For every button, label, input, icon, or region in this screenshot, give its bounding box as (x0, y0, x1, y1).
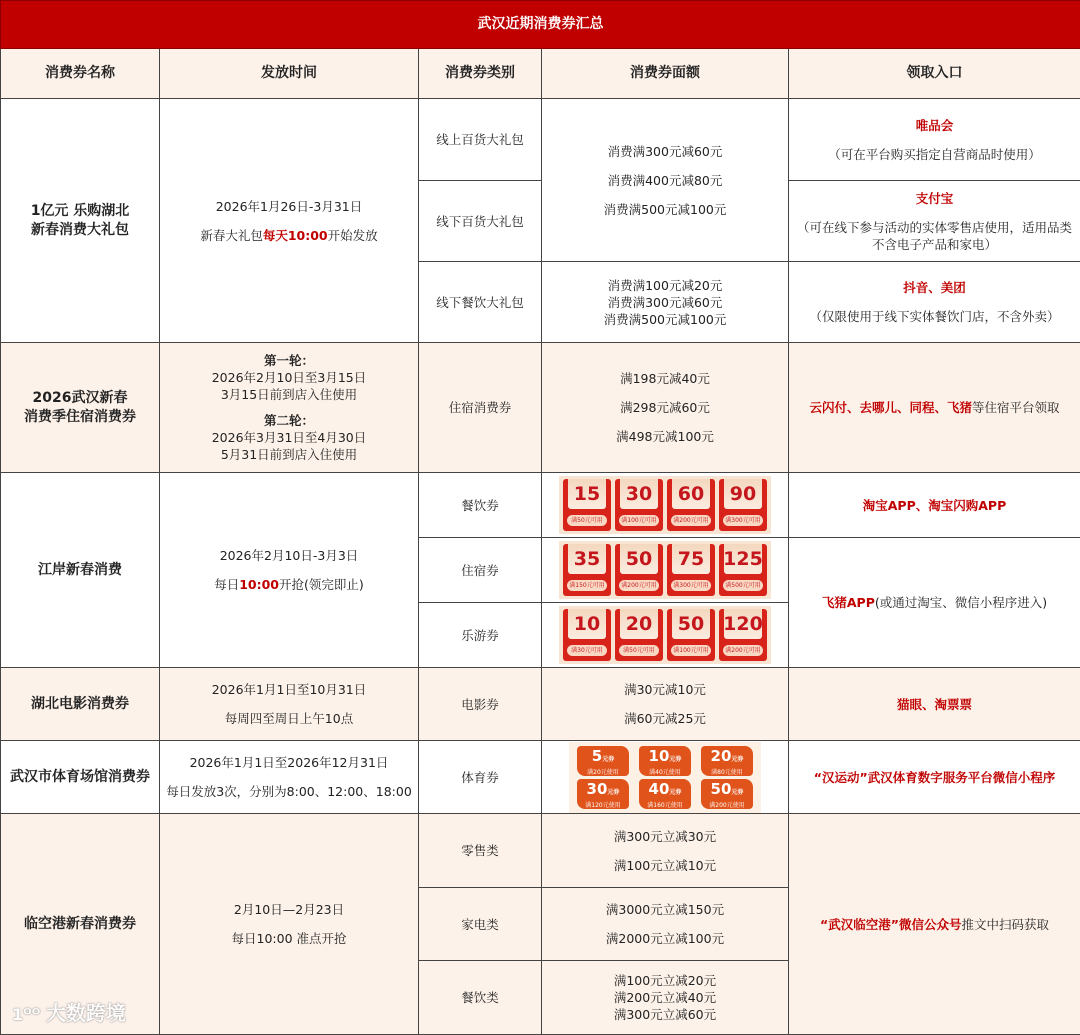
coupon-condition: 满150元可用 (567, 580, 607, 591)
face-line: 满298元减60元 (546, 399, 784, 416)
coupon-value: 40 (649, 780, 670, 798)
coupon-value: 60 (667, 482, 715, 506)
coupon-name: 江岸新春消费 (1, 473, 160, 668)
coupon-value: 120 (719, 612, 767, 636)
face-value (542, 814, 789, 888)
category: 住宿消费券 (419, 343, 542, 473)
header-face-value: 消费券面额 (542, 49, 789, 99)
sports-coupon (639, 779, 691, 809)
name-line: 1亿元 乐购湖北 (5, 202, 155, 221)
time-line (164, 576, 414, 593)
coupon (615, 479, 663, 531)
time-text: 开抢(领完即止) (279, 577, 364, 592)
entry-note: （可在平台购买指定自营商品时使用） (793, 146, 1076, 163)
coupon-condition: 满30元可用 (567, 645, 607, 656)
coupon-condition: 满120元使用 (577, 802, 629, 810)
coupon-condition: 满100元可用 (619, 515, 659, 526)
coupon (615, 544, 663, 596)
face-line: 满300元立减30元 (546, 828, 784, 845)
time-line: 3月15日前到店入住使用 (164, 386, 414, 403)
category: 线上百货大礼包 (419, 99, 542, 181)
face-line: 满2000元立减100元 (546, 930, 784, 947)
header-category: 消费券类别 (419, 49, 542, 99)
coupon-value: 20 (711, 747, 732, 765)
category: 住宿券 (419, 538, 542, 603)
table-row (1, 814, 1080, 888)
sports-coupon-grid (569, 742, 761, 813)
coupon-value: 75 (667, 547, 715, 571)
coupon-condition: 满200元使用 (701, 802, 753, 810)
face-line: 满198元减40元 (546, 370, 784, 387)
time-text: 开始发放 (328, 228, 378, 243)
coupon-name: 临空港新春消费券 (1, 814, 160, 1035)
coupon-condition: 满40元使用 (639, 769, 691, 777)
round-label: 第一轮： (164, 352, 414, 369)
coupon-unit: 元券 (602, 756, 614, 763)
coupon-grid (559, 541, 771, 599)
face-line: 满3000元立减150元 (546, 901, 784, 918)
coupon-value: 50 (615, 547, 663, 571)
table-title: 武汉近期消费券汇总 (1, 1, 1080, 49)
entry (789, 343, 1080, 473)
face-value (542, 961, 789, 1035)
issue-time (160, 668, 419, 741)
face-line: 满60元减25元 (546, 710, 784, 727)
watermark-text: 大数跨境 (46, 1001, 126, 1025)
coupon-condition: 满50元可用 (619, 645, 659, 656)
time-line: 2026年1月1日至2026年12月31日 (164, 754, 414, 771)
coupon-grid (559, 606, 771, 664)
coupon (563, 609, 611, 661)
face-line: 满200元立减40元 (546, 989, 784, 1006)
category: 乐游券 (419, 603, 542, 668)
entry (789, 181, 1080, 262)
entry (789, 814, 1080, 1035)
time-text: 每日 (214, 577, 239, 592)
watermark (12, 997, 126, 1026)
table-row (1, 99, 1080, 181)
header-time: 发放时间 (160, 49, 419, 99)
sports-coupon (577, 779, 629, 809)
entry-platform: 唯品会 (793, 117, 1076, 134)
coupon (719, 479, 767, 531)
category: 线下百货大礼包 (419, 181, 542, 262)
face-line: 消费满100元减20元 (546, 277, 784, 294)
coupon-condition: 满300元可用 (671, 580, 711, 591)
entry-platform: 飞猪APP (822, 595, 875, 610)
entry-platform: 云闪付、去哪儿、同程、飞猪 (809, 400, 972, 415)
name-line: 2026武汉新春 (5, 389, 155, 408)
table-row (1, 668, 1080, 741)
coupon-value: 30 (587, 780, 608, 798)
coupon-value: 15 (563, 482, 611, 506)
face-value (542, 262, 789, 343)
header-name: 消费券名称 (1, 49, 160, 99)
category: 零售类 (419, 814, 542, 888)
face-line: 满100元立减20元 (546, 972, 784, 989)
coupon-value: 50 (711, 780, 732, 798)
coupon-name: 武汉市体育场馆消费券 (1, 741, 160, 814)
time-line: 2026年1月1日至10月31日 (164, 681, 414, 698)
entry: “汉运动”武汉体育数字服务平台微信小程序 (789, 741, 1080, 814)
coupon (667, 479, 715, 531)
round-label: 第二轮： (164, 412, 414, 429)
category: 家电类 (419, 888, 542, 961)
coupon-grid (559, 476, 771, 534)
coupon-image (542, 473, 789, 538)
coupon (719, 544, 767, 596)
coupon-unit: 元券 (731, 789, 743, 796)
time-line: 每周四至周日上午10点 (164, 710, 414, 727)
time-highlight: 每天10:00 (263, 228, 328, 243)
header-entry: 领取入口 (789, 49, 1080, 99)
time-highlight: 10:00 (239, 577, 279, 592)
entry: 淘宝APP、淘宝闪购APP (789, 473, 1080, 538)
face-line: 消费满500元减100元 (546, 201, 784, 218)
coupon (719, 609, 767, 661)
face-value (542, 343, 789, 473)
entry-note: （仅限使用于线下实体餐饮门店，不含外卖） (793, 308, 1076, 325)
entry-note: 等住宿平台领取 (972, 400, 1060, 415)
face-line: 满100元立减10元 (546, 857, 784, 874)
coupon-condition: 满100元可用 (671, 645, 711, 656)
face-value (542, 99, 789, 262)
entry-platform: 抖音、美团 (793, 279, 1076, 296)
time-line: 2026年1月26日-3月31日 (164, 198, 414, 215)
face-value (542, 668, 789, 741)
face-line: 消费满500元减100元 (546, 311, 784, 328)
entry-note: 推文中扫码获取 (961, 917, 1049, 932)
category: 电影券 (419, 668, 542, 741)
face-line: 消费满300元减60元 (546, 294, 784, 311)
coupon-value: 30 (615, 482, 663, 506)
coupon (563, 544, 611, 596)
name-line: 消费季住宿消费券 (5, 408, 155, 427)
time-line: 每日发放3次，分别为8:00、12:00、18:00 (164, 783, 414, 800)
category: 线下餐饮大礼包 (419, 262, 542, 343)
entry (789, 99, 1080, 181)
coupon-value: 5 (592, 747, 602, 765)
coupon-unit: 元券 (669, 789, 681, 796)
face-value (542, 888, 789, 961)
time-line: 2026年3月31日至4月30日 (164, 429, 414, 446)
coupon-condition: 满300元可用 (723, 515, 763, 526)
coupon-image (542, 741, 789, 814)
time-text: 新春大礼包 (200, 228, 263, 243)
entry (789, 262, 1080, 343)
time-line: 2026年2月10日-3月3日 (164, 547, 414, 564)
time-line: 每日10:00 准点开抢 (164, 930, 414, 947)
coupon-unit: 元券 (669, 756, 681, 763)
category: 体育券 (419, 741, 542, 814)
coupon-name (1, 343, 160, 473)
entry (789, 538, 1080, 668)
sports-coupon (701, 779, 753, 809)
issue-time (160, 814, 419, 1035)
time-line: 2月10日—2月23日 (164, 901, 414, 918)
entry: 猫眼、淘票票 (789, 668, 1080, 741)
table-row (1, 343, 1080, 473)
time-line: 2026年2月10日至3月15日 (164, 369, 414, 386)
coupon-value: 20 (615, 612, 663, 636)
coupon-condition: 满200元可用 (723, 645, 763, 656)
face-line: 满30元减10元 (546, 681, 784, 698)
coupon-condition: 满200元可用 (671, 515, 711, 526)
coupon-name: 湖北电影消费券 (1, 668, 160, 741)
coupon-condition: 满80元使用 (701, 769, 753, 777)
face-line: 消费满300元减60元 (546, 143, 784, 160)
entry-platform: “武汉临空港”微信公众号 (820, 917, 961, 932)
coupon-value: 90 (719, 482, 767, 506)
category: 餐饮券 (419, 473, 542, 538)
time-line: 5月31日前到店入住使用 (164, 446, 414, 463)
face-line: 消费满400元减80元 (546, 172, 784, 189)
time-line (164, 227, 414, 244)
coupon-value: 10 (563, 612, 611, 636)
face-line: 满498元减100元 (546, 428, 784, 445)
issue-time (160, 741, 419, 814)
coupon-value: 50 (667, 612, 715, 636)
sports-coupon (701, 746, 753, 776)
coupon-condition: 满20元使用 (577, 769, 629, 777)
coupon-condition: 满200元可用 (619, 580, 659, 591)
coupon-condition: 满160元使用 (639, 802, 691, 810)
coupon-value: 35 (563, 547, 611, 571)
coupon (615, 609, 663, 661)
coupon-image (542, 538, 789, 603)
entry-note: (或通过淘宝、微信小程序进入) (875, 595, 1047, 610)
face-line: 满300元立减60元 (546, 1006, 784, 1023)
coupon-unit: 元券 (731, 756, 743, 763)
coupon-name (1, 99, 160, 343)
table-row (1, 473, 1080, 538)
watermark-logo-icon: 1ᴼᴼ (12, 1005, 46, 1024)
coupon-image (542, 603, 789, 668)
issue-time (160, 343, 419, 473)
coupon (667, 544, 715, 596)
coupon (667, 609, 715, 661)
category: 餐饮类 (419, 961, 542, 1035)
coupon-unit: 元券 (607, 789, 619, 796)
entry-platform: 支付宝 (793, 190, 1076, 207)
coupon-condition: 满50元可用 (567, 515, 607, 526)
sports-coupon (577, 746, 629, 776)
table-row (1, 741, 1080, 814)
coupon-value: 10 (649, 747, 670, 765)
issue-time (160, 99, 419, 343)
coupon (563, 479, 611, 531)
name-line: 新春消费大礼包 (5, 221, 155, 240)
coupon-value: 125 (719, 547, 767, 571)
coupon-condition: 满500元可用 (723, 580, 763, 591)
issue-time (160, 473, 419, 668)
entry-note: （可在线下参与活动的实体零售店使用，适用品类不含电子产品和家电） (793, 219, 1076, 253)
sports-coupon (639, 746, 691, 776)
